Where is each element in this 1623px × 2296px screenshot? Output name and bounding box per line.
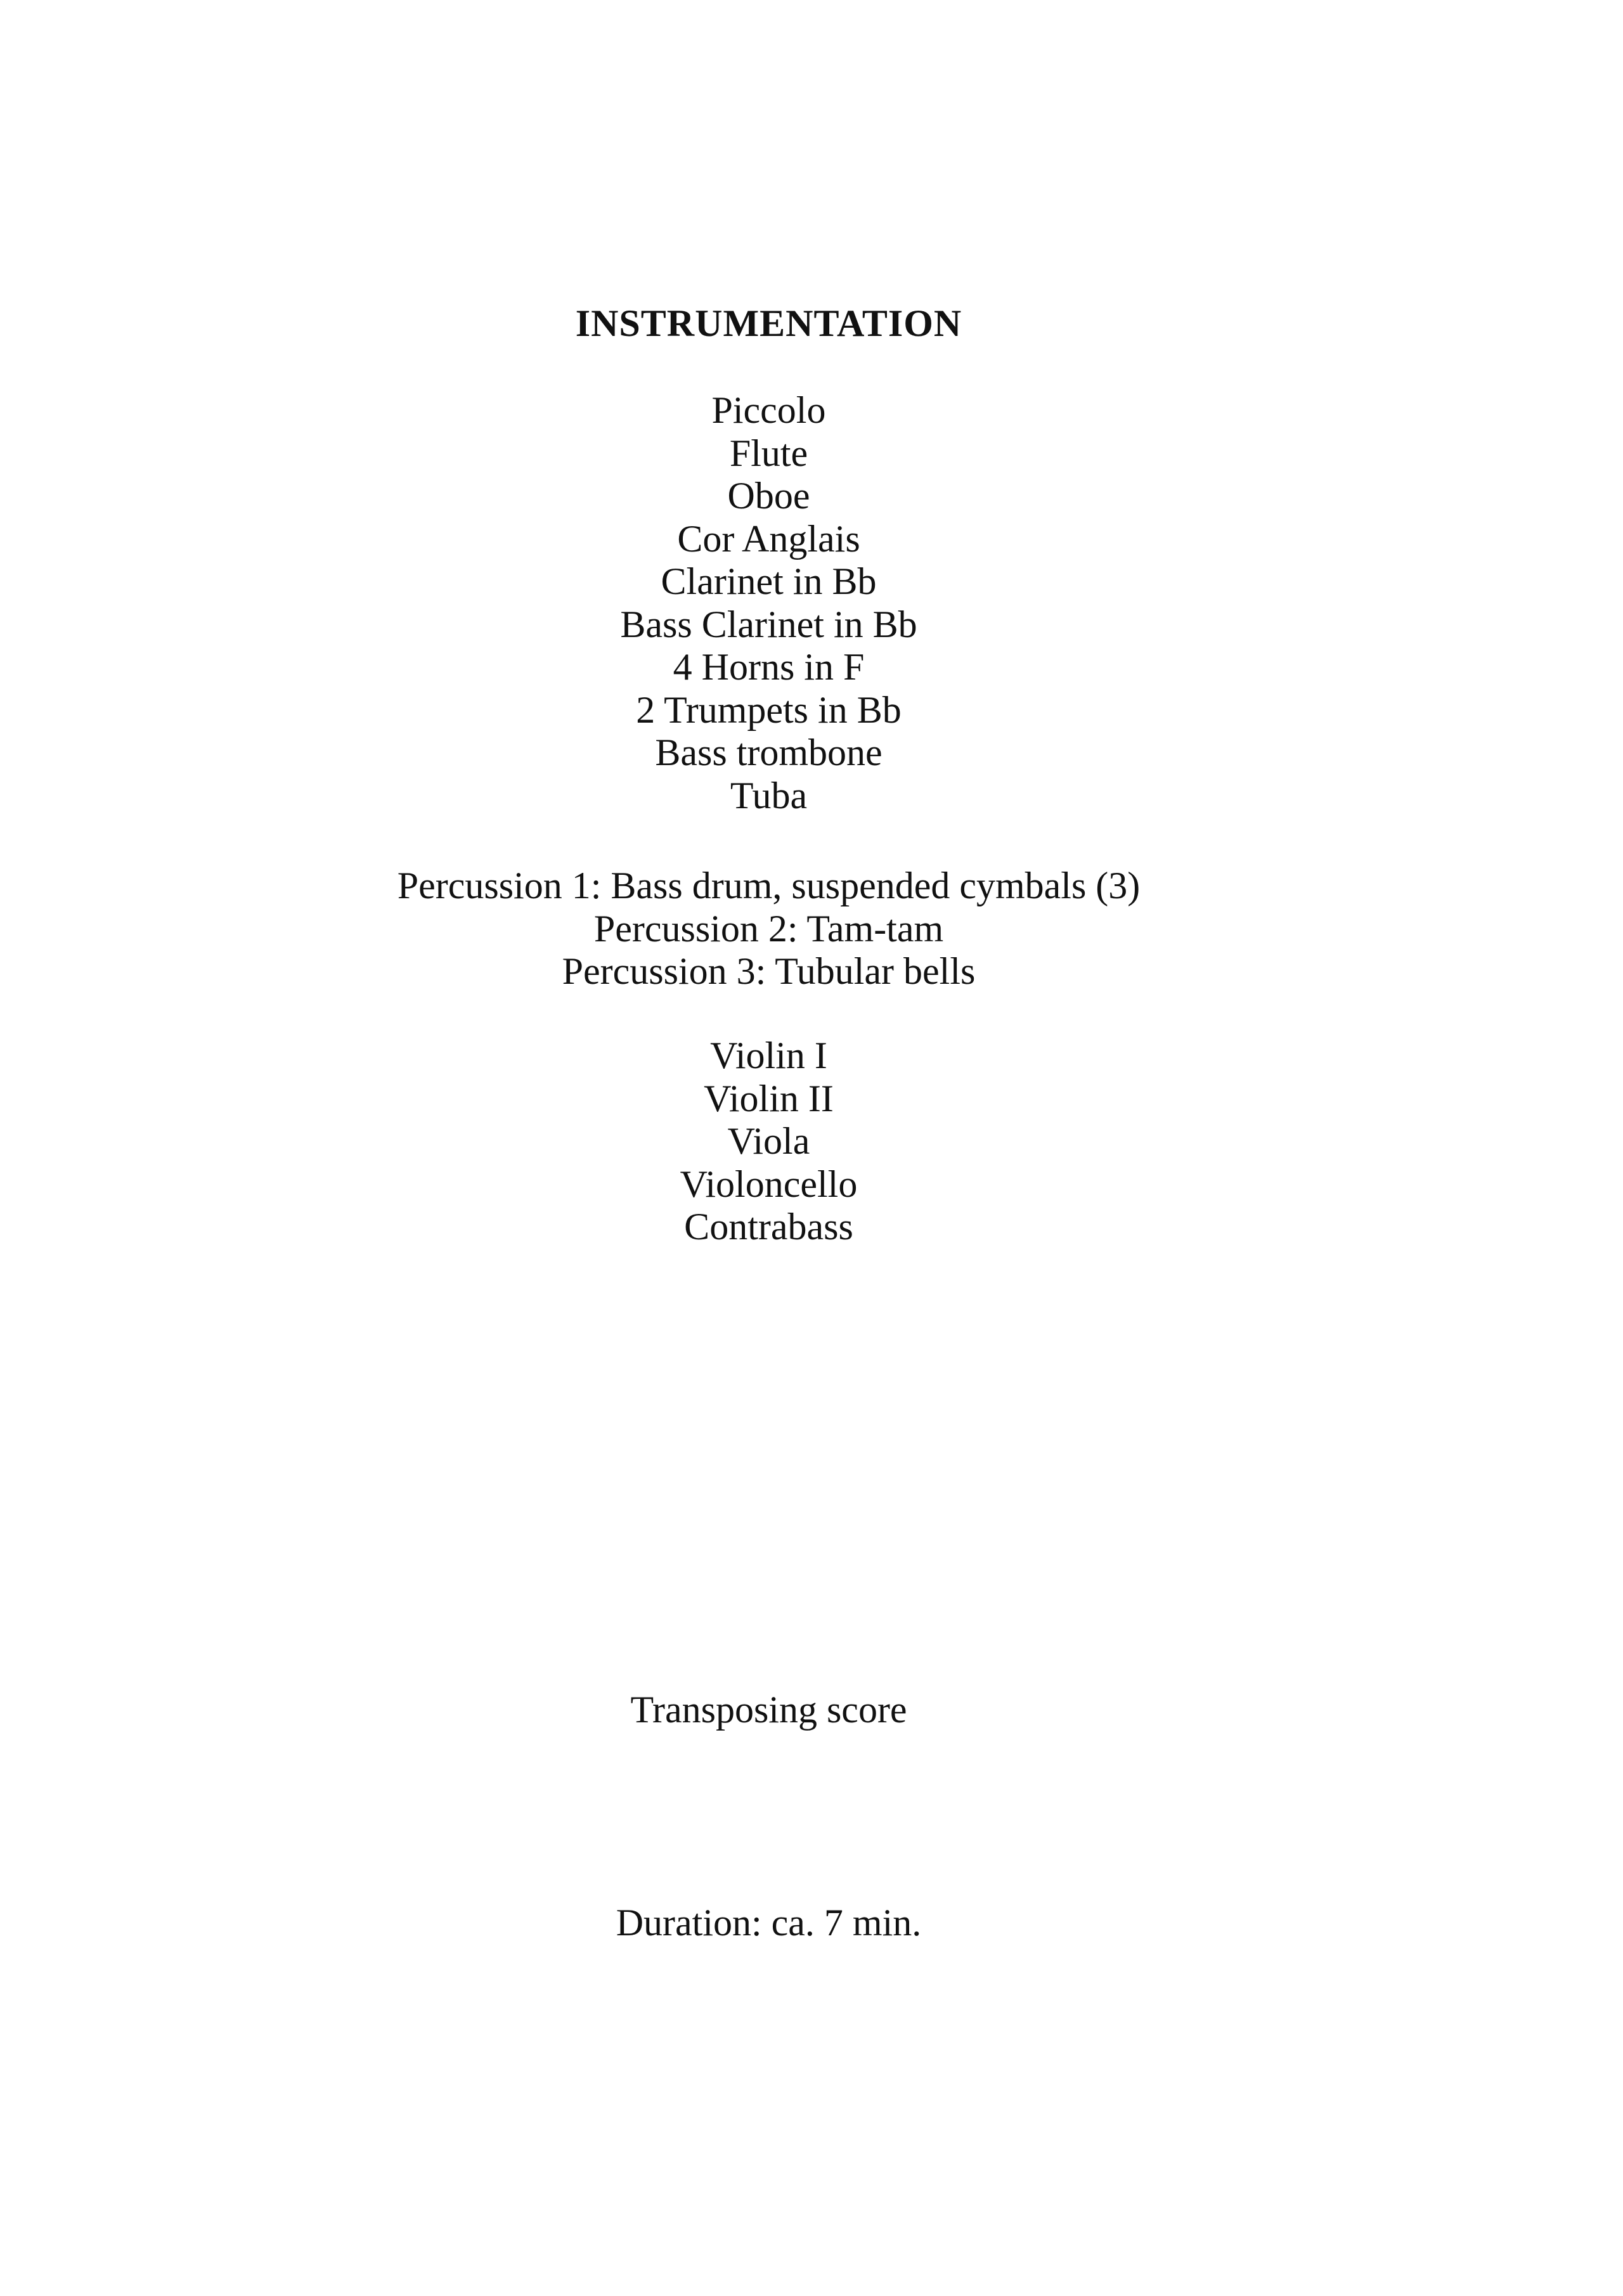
percussion-list xyxy=(0,865,1537,993)
instrument-violin-2: Violin II xyxy=(704,1077,834,1119)
instrument-clarinet: Clarinet in Bb xyxy=(661,560,877,602)
instrument-cor-anglais: Cor Anglais xyxy=(677,517,860,560)
page-title: INSTRUMENTATION xyxy=(575,302,962,344)
instrument-piccolo: Piccolo xyxy=(711,389,826,431)
percussion-2: Percussion 2: Tam-tam xyxy=(593,907,944,950)
instrument-violin-1: Violin I xyxy=(710,1035,827,1076)
percussion-1: Percussion 1: Bass drum, suspended cymbals (3) xyxy=(397,865,1141,906)
instrument-bass-clarinet: Bass Clarinet in Bb xyxy=(620,603,917,645)
instrument-horns: 4 Horns in F xyxy=(673,646,865,688)
duration-note: Duration: ca. 7 min. xyxy=(616,1902,922,1944)
instrument-bass-trombone: Bass trombone xyxy=(655,732,883,773)
instrument-viola: Viola xyxy=(727,1120,810,1162)
strings-list xyxy=(0,1035,1537,1249)
winds-list xyxy=(0,389,1537,817)
score-type-note: Transposing score xyxy=(630,1689,907,1731)
instrument-flute: Flute xyxy=(729,432,808,474)
instrument-oboe: Oboe xyxy=(727,475,810,517)
instrument-contrabass: Contrabass xyxy=(684,1206,853,1248)
instrument-tuba: Tuba xyxy=(730,774,808,816)
instrument-trumpets: 2 Trumpets in Bb xyxy=(636,688,902,731)
instrument-violoncello: Violoncello xyxy=(680,1163,858,1205)
percussion-3: Percussion 3: Tubular bells xyxy=(562,950,976,992)
